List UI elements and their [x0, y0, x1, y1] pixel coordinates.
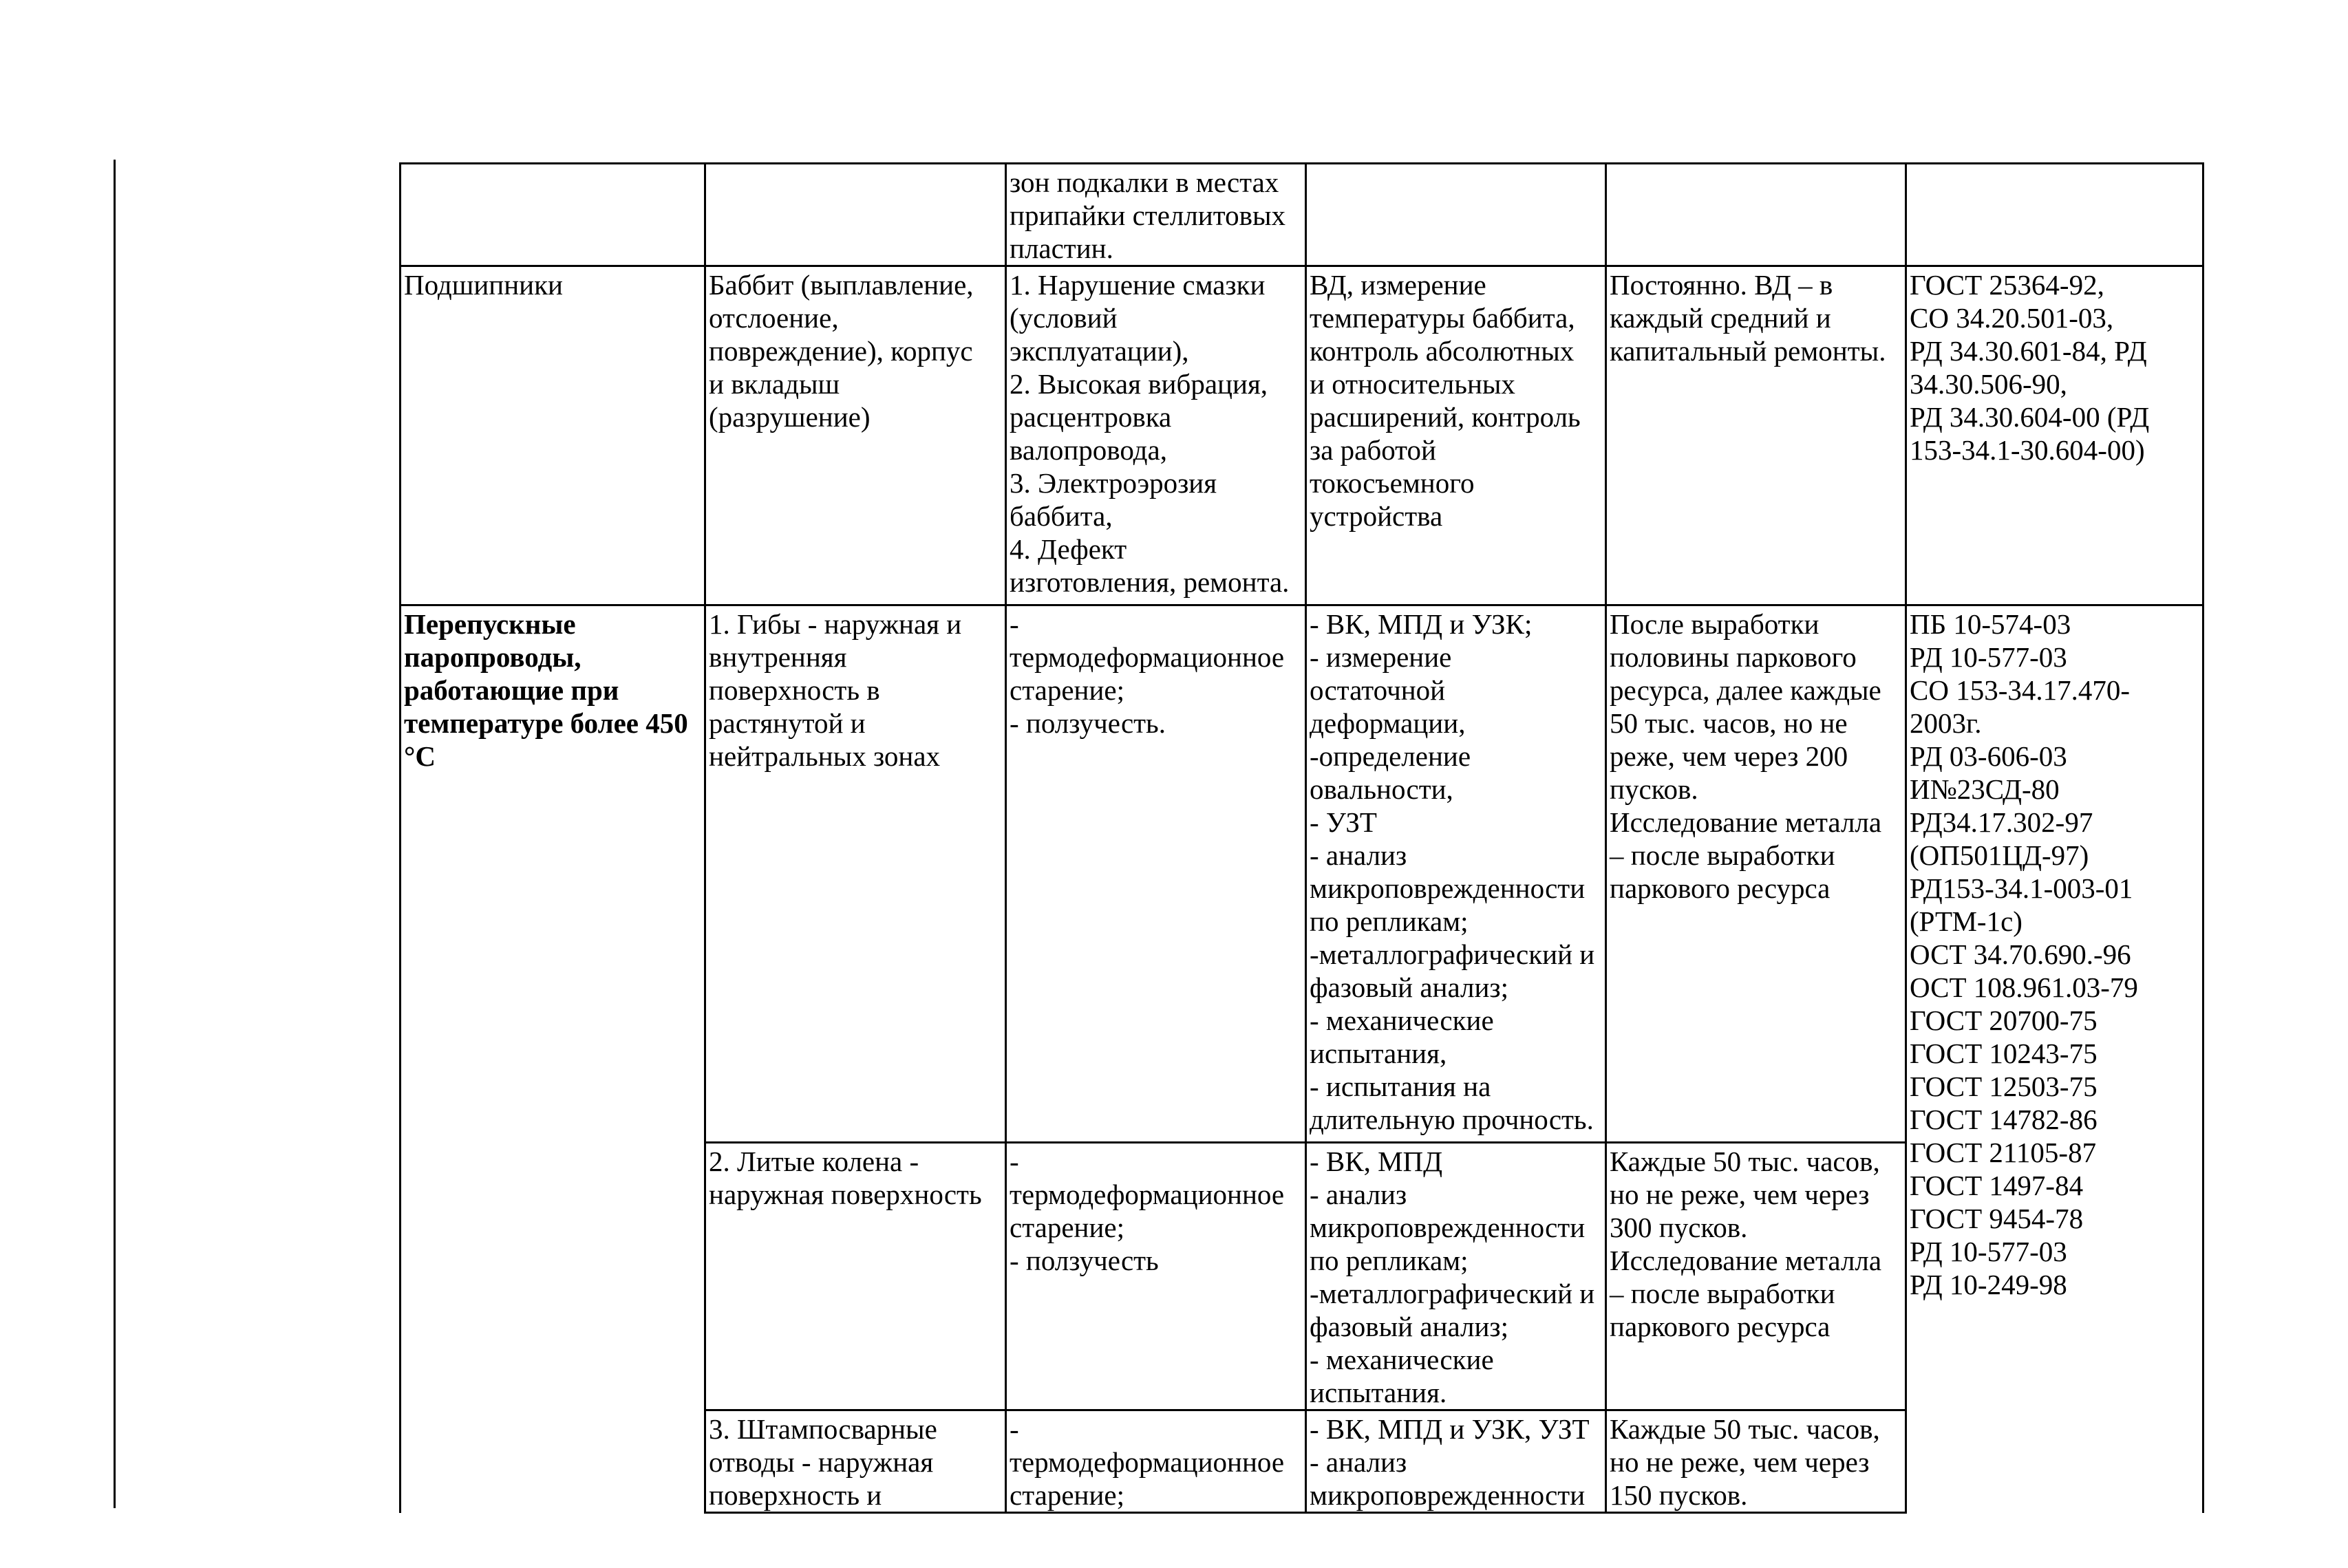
normative-docs-cell — [1906, 164, 2203, 266]
table-row — [401, 605, 2203, 1143]
control-method-cell: - ВК, МПД и УЗК, УЗТ - анализ микроповрежденности — [1306, 1410, 1606, 1513]
element-cell: 2. Литые колена - наружная поверхность — [705, 1143, 1006, 1410]
table-row — [401, 266, 2203, 605]
left-margin-line — [114, 160, 116, 1508]
element-cell: 1. Гибы - наружная и внутренняя поверхность в растянутой и нейтральных зонах — [705, 605, 1006, 1143]
control-method-cell: - ВК, МПД - анализ микроповрежденности по репликам; -металлографический и фазовый анализ; - механические испытания. — [1306, 1143, 1606, 1410]
normative-docs-cell: ГОСТ 25364-92, СО 34.20.501-03, РД 34.30.601-84, РД 34.30.506-90, РД 34.30.604-00 (РД 153-34.1-30.604-00) — [1906, 266, 2203, 605]
component-cell: Подшипники — [401, 266, 705, 605]
component-cell: Перепускные паропроводы, работающие при температуре более 450 °С — [401, 605, 705, 1513]
control-method-cell: ВД, измерение температуры баббита, контроль абсолютных и относительных расширений, контроль за работой токосъемного устройства — [1306, 266, 1606, 605]
period-cell — [1606, 164, 1906, 266]
period-cell: Каждые 50 тыс. часов, но не реже, чем через 150 пусков. — [1606, 1410, 1906, 1513]
damage-cell: 1. Нарушение смазки (условий эксплуатации), 2. Высокая вибрация, расцентровка валопровода, 3. Электроэрозия баббита, 4. Дефект изготовления, ремонта. — [1006, 266, 1306, 605]
period-cell: Постоянно. ВД – в каждый средний и капитальный ремонты. — [1606, 266, 1906, 605]
damage-cell: зон подкалки в местах припайки стеллитовых пластин. — [1006, 164, 1306, 266]
inspection-table — [399, 162, 2204, 1514]
damage-cell: - термодеформационное старение; - ползучесть — [1006, 1143, 1306, 1410]
period-cell: После выработки половины паркового ресурса, далее каждые 50 тыс. часов, но не реже, чем через 200 пусков. Исследование металла – после выработки паркового ресурса — [1606, 605, 1906, 1143]
normative-docs-cell: ПБ 10-574-03 РД 10-577-03 СО 153-34.17.470- 2003г. РД 03-606-03 И№23СД-80 РД34.17.302-97 (ОП501ЦД-97) РД153-34.1-003-01 (РТМ-1с) ОСТ 34.70.690.-96 ОСТ 108.961.03-79 ГОСТ 20700-75 ГОСТ 10243-75 ГОСТ 12503-75 ГОСТ 14782-86 ГОСТ 21105-87 ГОСТ 1497-84 ГОСТ 9454-78 РД 10-577-03 РД 10-249-98 — [1906, 605, 2203, 1513]
period-cell: Каждые 50 тыс. часов, но не реже, чем через 300 пусков. Исследование металла – после выработки паркового ресурса — [1606, 1143, 1906, 1410]
damage-cell: - термодеформационное старение; - ползучесть. — [1006, 605, 1306, 1143]
table-row — [401, 164, 2203, 266]
component-cell — [401, 164, 705, 266]
control-method-cell — [1306, 164, 1606, 266]
element-cell — [705, 164, 1006, 266]
element-cell: Баббит (выплавление, отслоение, повреждение), корпус и вкладыш (разрушение) — [705, 266, 1006, 605]
damage-cell: - термодеформационное старение; — [1006, 1410, 1306, 1513]
control-method-cell: - ВК, МПД и УЗК; - измерение остаточной деформации, -определение овальности, - УЗТ - анализ микроповрежденности по репликам; -металлографический и фазовый анализ; - механические испытания, - испытания на длительную прочность. — [1306, 605, 1606, 1143]
element-cell: 3. Штампосварные отводы - наружная поверхность и — [705, 1410, 1006, 1513]
